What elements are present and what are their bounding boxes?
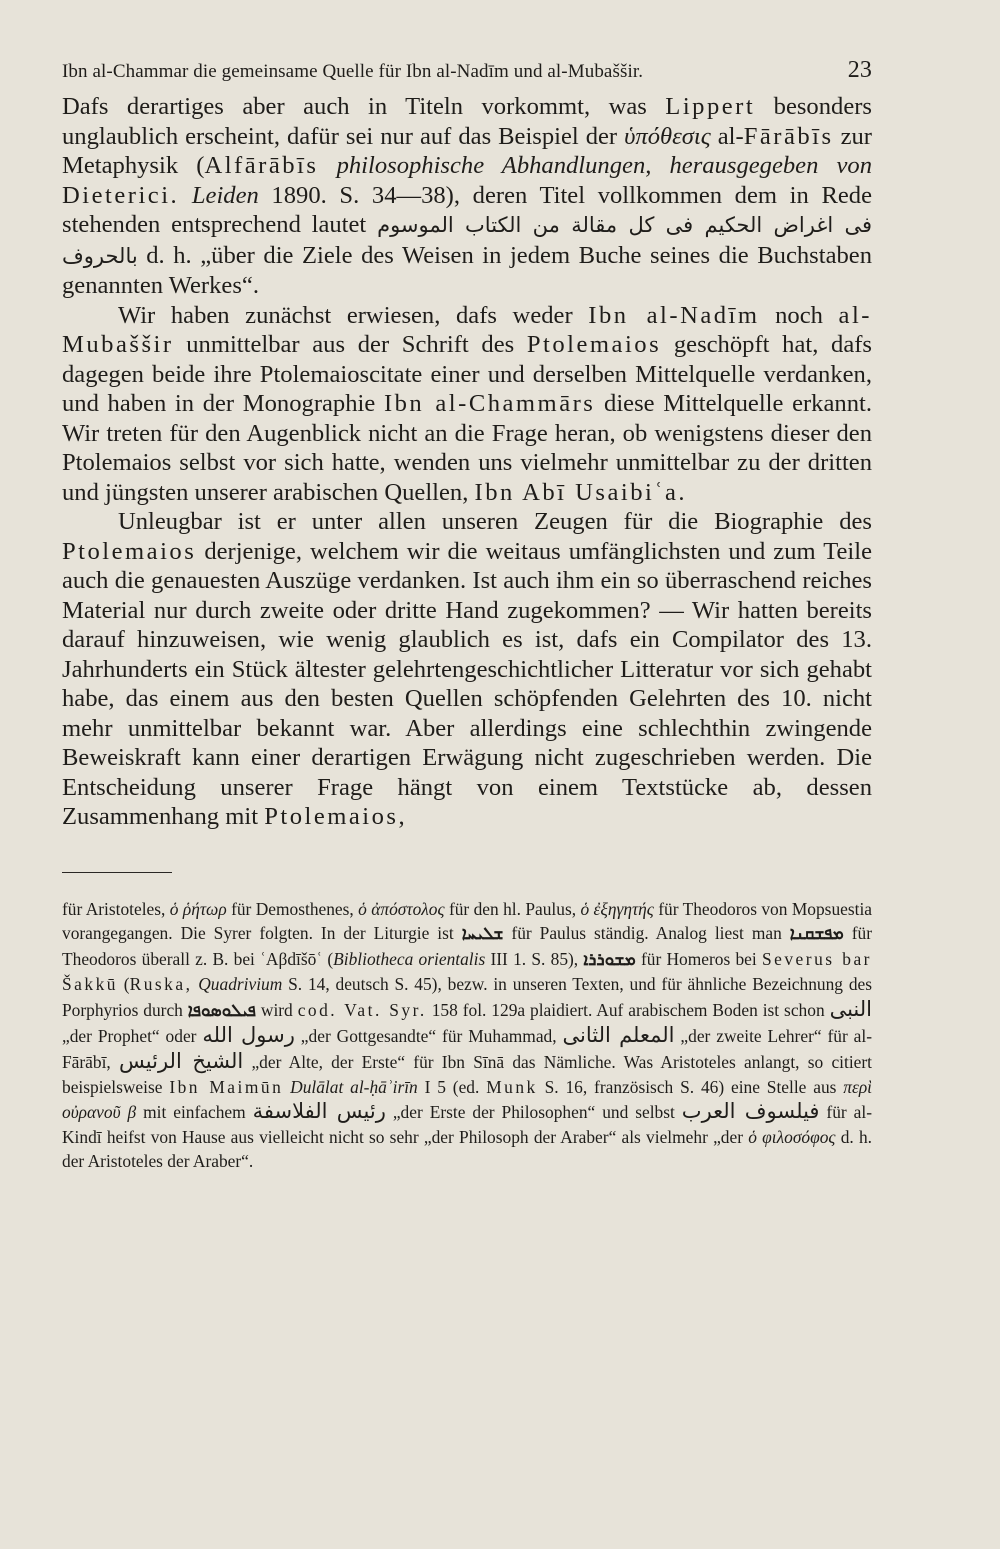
text-run: „der Alte, der Erste“ für Ibn Sīnā das Nämliche. Was Aristoteles anlangt, so citiert beispielsweise	[62, 1052, 873, 1097]
paragraph-2	[62, 301, 872, 508]
text-run: für Aristoteles,	[62, 898, 170, 919]
text-run: noch	[759, 301, 839, 329]
book-title: Dulālat al-ḥāʾirīn	[290, 1076, 418, 1097]
page-header	[62, 48, 872, 92]
running-title: Ibn al-Chammar die gemeinsame Quelle für Ibn al-Nadīm und al-Mubaššir.	[62, 61, 644, 82]
person-name: Ibn Maimūn	[169, 1076, 284, 1097]
text-run: „der Gottgesandte“ für Muhammad,	[294, 1026, 563, 1047]
text-run: al-	[710, 122, 744, 150]
text-run: wird	[255, 999, 298, 1020]
text-run: für al-Kindī heifst von Hause aus vielleicht nicht so sehr „der Philosoph der Araber“ als vielmehr „der	[62, 1102, 873, 1147]
text-run: mit einfachem	[136, 1102, 253, 1123]
syriac-word: ܡܦܫܩܢܐ	[789, 924, 844, 945]
text-run: I 5 (ed.	[417, 1076, 487, 1097]
text-run: 158 fol. 129a plaidiert. Auf arabischem Boden ist schon	[426, 999, 830, 1020]
text-run: für Demosthenes,	[226, 898, 359, 919]
text-run: zur Metaphysik (	[62, 122, 872, 179]
syriac-word: ܫܠܝܚܐ	[461, 924, 504, 945]
arabic-word: رسول الله	[202, 1023, 295, 1048]
person-name: Dieterici.	[62, 181, 180, 209]
person-name: al-Mubaššir	[62, 301, 872, 358]
person-name: Ptolemaios,	[264, 803, 408, 830]
text-run: d. h. „über die Ziele des Weisen in jedem Buche seines die Buchstaben genannten Werkes“.	[62, 241, 872, 299]
book-title: Bibliotheca orientalis	[333, 948, 486, 969]
person-name: Munk	[486, 1076, 538, 1097]
arabic-word: المعلم الثانى	[562, 1023, 675, 1048]
text-run: geschöpft hat, dafs dagegen beide ihre Ptolemaioscitate einer und derselben Mittelquelle verdanken, und haben in der Monographie	[62, 331, 872, 417]
text-run: für Homeros bei	[635, 948, 762, 969]
footnote	[62, 897, 872, 1175]
text-run: „der Erste der Philosophen“ und selbst	[385, 1102, 682, 1123]
page-number: 23	[847, 57, 872, 83]
main-text	[62, 92, 872, 832]
place-name: Leiden	[191, 181, 259, 209]
text-run: Unleugbar ist er unter allen unseren Zeugen für die Biographie des	[118, 508, 872, 535]
person-name: Alfārābīs	[204, 152, 319, 179]
text-run: unmittelbar aus der Schrift des	[173, 331, 527, 358]
arabic-word: فيلسوف العرب	[681, 1099, 820, 1124]
greek-term: περὶ οὐρανοῦ β	[62, 1076, 873, 1123]
person-name: Fārābīs	[743, 122, 834, 150]
syriac-word: ܡܫܘܪܪܐ	[583, 949, 636, 970]
text-run: für Theodoros überall z. B. bei ʿAβdīšōʿ (	[62, 923, 872, 969]
arabic-word: الشيخ الرئيس	[119, 1049, 244, 1074]
greek-term: ὁ ἀπόστολος	[358, 898, 445, 919]
text-run: „der zweite Lehrer“ für al-Fārābī,	[62, 1026, 873, 1073]
text-run: Dafs derartiges aber auch in Titeln vorkommt, was	[62, 93, 666, 120]
person-name: Ptolemaios	[62, 537, 197, 565]
text-run: Wir haben zunächst erwiesen, dafs weder	[118, 301, 589, 329]
text-run: S. 14, deutsch S. 45), bezw. in unseren Texten, und für ähnliche Bezeichnung des Porphyrios durch	[62, 974, 872, 1020]
syriac-word: ܦܝܠܘܣܘܦܐ	[187, 1000, 256, 1021]
text-run: für Theodoros von Mopsuestia vorangegangen. Die Syrer folgten. In der Liturgie ist	[62, 898, 873, 944]
text-run: 1890. S. 34—38), deren Titel vollkommen dem in Rede stehenden entsprechend lautet	[62, 181, 872, 238]
book-page	[62, 48, 872, 1508]
text-run: III 1. S. 85),	[485, 948, 584, 969]
person-name: Severus bar Šakkū	[62, 948, 872, 995]
person-name: Ibn Abī Usaibiʿa.	[474, 478, 688, 506]
text-run: S. 16, französisch S. 46) eine Stelle aus	[537, 1076, 844, 1097]
greek-term: ὑπόθεσις	[624, 122, 711, 150]
text-run: „der Prophet“ oder	[62, 1026, 203, 1047]
arabic-word: النبى	[829, 996, 872, 1021]
book-title: philosophische Abhandlungen, herausgegeben von	[336, 152, 873, 179]
paragraph-1	[62, 92, 872, 301]
text-run: (	[117, 974, 130, 995]
person-name: Ibn al-Nadīm	[588, 301, 760, 329]
text-run: für den hl. Paulus,	[444, 898, 581, 919]
text-run	[318, 152, 336, 179]
footnote-rule	[62, 872, 172, 873]
person-name: Ibn al-Chammārs	[383, 390, 596, 417]
greek-term: ὁ φιλοσόφος	[748, 1126, 836, 1147]
text-run: für Paulus ständig. Analog liest man	[503, 923, 790, 944]
text-run: besonders unglaublich erscheint, dafür sei nur auf das Beispiel der	[62, 93, 873, 150]
text-run	[179, 182, 192, 209]
person-name: Ruska,	[129, 974, 193, 995]
text-run: derjenige, welchem wir die weitaus umfänglichsten und zum Teile auch die genauesten Auszüge verdanken. Ist auch ihm ein so überraschend reiches Material nur durch zweite oder dritte Hand zugekommen? — Wir hatten bereits darauf hinzuweisen, wie wenig glaublich es ist, dafs ein Compilator des 13. Jahrhunderts ein Stück ältester gelehrtengeschichtlicher Litteratur vor sich gehabt habe, das einem aus den besten Quellen schöpfenden Gelehrten des 10. nicht mehr unmittelbar bekannt war. Aber allerdings eine schlechthin zwingende Beweiskraft kann einer derartigen Erwägung nicht zugeschrieben werden. Die Entscheidung unserer Frage hängt von einem Textstücke ab, dessen Zusammenhang mit	[62, 537, 872, 830]
arabic-title: فى اغراض الحكيم فى كل مقالة من الكتاب الموسوم بالحروف	[62, 213, 872, 268]
greek-term: ὁ ἐξηγητής	[580, 898, 654, 919]
paragraph-3	[62, 507, 872, 832]
person-name: Lippert	[665, 93, 756, 120]
footnote-paragraph	[62, 897, 872, 1175]
text-run: diese Mittelquelle erkannt. Wir treten für den Augenblick nicht an die Frage heran, ob wenigstens dieser den Ptolemaios selbst vor sich hatte, wenden uns vielmehr unmittelbar zu der dritten und jüngsten unserer arabischen Quellen,	[62, 390, 872, 506]
greek-term: ὁ ῥήτωρ	[169, 898, 227, 919]
text-run: d. h. der Aristoteles der Araber“.	[62, 1126, 873, 1172]
arabic-word: رئيس الفلاسفة	[252, 1099, 386, 1124]
book-title: Quadrivium	[198, 974, 283, 995]
manuscript-name: cod. Vat. Syr.	[297, 999, 427, 1020]
person-name: Ptolemaios	[526, 331, 662, 358]
